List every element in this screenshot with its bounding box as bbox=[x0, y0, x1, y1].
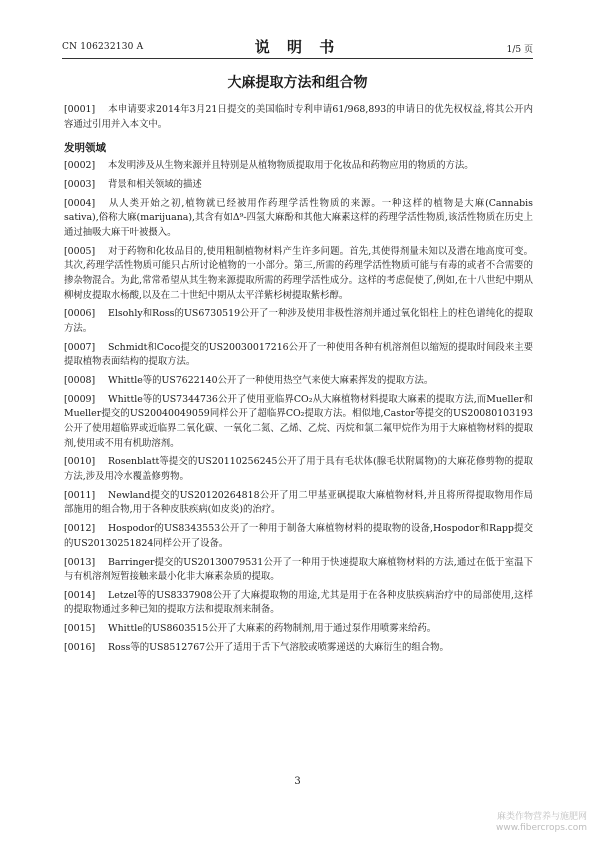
paragraph bbox=[64, 341, 533, 370]
paragraph-number: [0011] bbox=[64, 489, 96, 501]
page-header bbox=[62, 36, 533, 56]
paragraph-text: Rosenblatt等提交的US20110256245公开了用于具有毛状体(腺毛状附属物)的大麻花修剪物的提取方法,涉及用冷水覆盖修剪物。 bbox=[64, 456, 533, 482]
paragraph-number: [0010] bbox=[64, 456, 96, 468]
paragraph bbox=[64, 393, 533, 451]
document-type: 说 明 书 bbox=[254, 38, 341, 56]
paragraph-number: [0005] bbox=[64, 245, 96, 257]
paragraph-number: [0016] bbox=[64, 642, 96, 654]
body-paragraphs bbox=[64, 159, 533, 655]
watermark-title: 麻类作物营养与施肥网 bbox=[496, 812, 587, 822]
paragraph-number: [0014] bbox=[64, 589, 96, 601]
intro-paragraphs bbox=[64, 103, 533, 132]
paragraph-number: [0015] bbox=[64, 623, 96, 635]
patent-number: CN 106232130 A bbox=[62, 42, 144, 52]
paragraph bbox=[64, 522, 533, 551]
paragraph-text: 本发明涉及从生物来源并且特别是从植物物质提取用于化妆品和药物应用的物质的方法。 bbox=[108, 160, 474, 172]
paragraph bbox=[64, 307, 533, 336]
paragraph bbox=[64, 489, 533, 518]
watermark bbox=[437, 812, 587, 834]
paragraph-number: [0001] bbox=[64, 104, 96, 115]
paragraph-text: Barringer提交的US20130079531公开了一种用于快速提取大麻植物材料的方法,通过在低于室温下与有机溶剂短暂接触来最小化非大麻素杂质的提取。 bbox=[64, 556, 533, 583]
paragraph-text: 背景和相关领域的描述 bbox=[108, 178, 202, 190]
paragraph-text: 本申请要求2014年3月21日提交的美国临时专利申请61/968,893的申请日的优先权权益,将其公开内容通过引用并入本文中。 bbox=[64, 104, 533, 130]
paragraph-text: Whittle等的US7344736公开了使用亚临界CO₂从大麻植物材料提取大麻素的提取方法,而Mueller和Mueller提交的US20040049059同样公开了超临界CO₂提取方法。相似地,Castor等提交的US20080103193公开了使用超临界或近临界二氧化碳、一氧化二氮、乙烯、乙烷、丙烷和氯二氟甲烷作为用于大麻植物材料的提取剂,使用或不用有机助溶剂。 bbox=[64, 393, 533, 449]
page-number: 3 bbox=[294, 776, 301, 787]
paragraph bbox=[64, 455, 533, 484]
paragraph bbox=[64, 374, 533, 389]
paragraph-number: [0013] bbox=[64, 556, 96, 568]
paragraph-number: [0012] bbox=[64, 523, 96, 535]
paragraph bbox=[64, 245, 533, 303]
header-divider bbox=[62, 58, 533, 59]
paragraph-number: [0007] bbox=[64, 341, 96, 353]
paragraph-text: Whittle等的US7622140公开了一种使用热空气来使大麻素挥发的提取方法。 bbox=[108, 375, 434, 387]
paragraph bbox=[64, 197, 533, 241]
paragraph bbox=[64, 622, 533, 637]
paragraph bbox=[64, 159, 533, 174]
paragraph bbox=[64, 178, 533, 193]
document-title: 大麻提取方法和组合物 bbox=[227, 75, 368, 91]
paragraph-number: [0006] bbox=[64, 308, 96, 320]
paragraph bbox=[64, 589, 533, 618]
paragraph-number: [0002] bbox=[64, 160, 96, 172]
paragraph-text: 对于药物和化妆品目的,使用粗制植物材料产生许多问题。首先,其使得剂量未知以及潜在地高度可变。其次,药理学活性物质可能只占所讨论植物的一小部分。第三,所需的药理学活性物质可能与有毒的或者不合需要的掺杂物混合。为此,常常希望从其生物来源提取所需的药理学活性成分。这样的考虑促使了,例如,在十八世纪中期从柳树皮提取水杨酸,以及在二十世纪中期从太平洋紫杉树提取紫杉醇。 bbox=[64, 245, 533, 301]
page-indicator: 1/5 页 bbox=[506, 45, 533, 55]
paragraph-text: Hospodor的US8343553公开了一种用于制备大麻植物材料的提取物的设备,Hospodor和Rapp提交的US20130251824同样公开了设备。 bbox=[64, 523, 533, 549]
paragraph-text: Letzel等的US8337908公开了大麻提取物的用途,尤其是用于在各种皮肤疾病治疗中的局部使用,这样的提取物通过多种已知的提取方法和提取剂来制备。 bbox=[64, 589, 533, 616]
paragraph-text: 从人类开始之初,植物就已经被用作药理学活性物质的来源。一种这样的植物是大麻(Cannabis sativa),俗称大麻(marijuana),其含有如Δ⁹-四氢大麻酚和其他大麻素这样的药理学活性物质,该活性物质在历史上通过抽吸大麻干叶被摄入。 bbox=[64, 197, 533, 238]
watermark-url: www.fibercrops.com bbox=[496, 823, 587, 833]
paragraph bbox=[64, 103, 533, 132]
paragraph-number: [0009] bbox=[64, 393, 96, 405]
paragraph-text: Whittle的US8603515公开了大麻素的药物制剂,用于通过泵作用喷雾来给药。 bbox=[108, 623, 437, 635]
paragraph bbox=[64, 641, 533, 656]
document-body bbox=[64, 103, 533, 660]
paragraph bbox=[64, 556, 533, 585]
paragraph-number: [0008] bbox=[64, 375, 96, 387]
paragraph-text: Ross等的US8512767公开了适用于舌下气溶胶或喷雾递送的大麻衍生的组合物。 bbox=[108, 642, 449, 654]
paragraph-text: Schmidt和Coco提交的US20030017216公开了一种使用各种有机溶剂但以缩短的提取时间段来主要提取植物表面结构的提取方法。 bbox=[64, 341, 533, 368]
paragraph-number: [0004] bbox=[64, 197, 96, 209]
paragraph-number: [0003] bbox=[64, 178, 96, 190]
section-heading: 发明领域 bbox=[64, 142, 106, 155]
paragraph-text: Newland提交的US20120264818公开了用二甲基亚砜提取大麻植物材料,并且将所得提取物用作局部施用的组合物,用于各种皮肤疾病(如皮炎)的治疗。 bbox=[64, 489, 533, 516]
paragraph-text: Elsohly和Ross的US6730519公开了一种涉及使用非极性溶剂并通过氧化铝柱上的柱色谱纯化的提取方法。 bbox=[64, 308, 533, 334]
